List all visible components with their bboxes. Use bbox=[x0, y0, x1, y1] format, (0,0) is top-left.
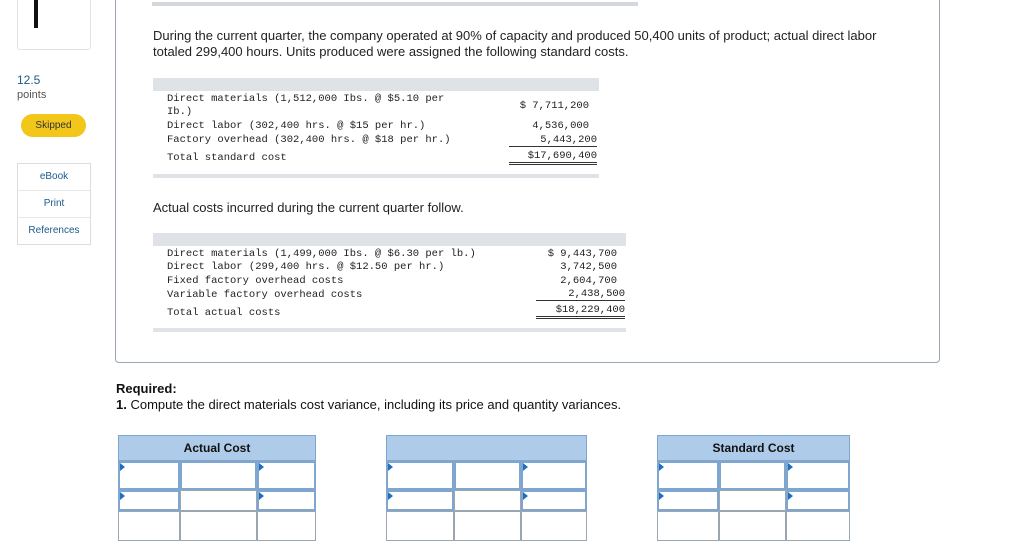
actual-cost-table bbox=[153, 233, 626, 333]
act-row-labor: Direct labor (299,400 hrs. @ $12.50 per hr.) bbox=[167, 261, 445, 273]
std-amount-materials: $ 7,711,200 bbox=[519, 100, 589, 112]
table-header-bar bbox=[153, 78, 599, 91]
std-amount-total: $17,690,400 bbox=[509, 150, 597, 165]
actual-qty-input[interactable] bbox=[118, 461, 180, 490]
input-marker-icon bbox=[523, 463, 528, 471]
input-marker-icon bbox=[120, 492, 125, 500]
std-row-materials-cont: Ib.) bbox=[167, 106, 193, 118]
act-amount-labor: 3,742,500 bbox=[560, 261, 617, 273]
standard-row2-input-c[interactable] bbox=[786, 490, 850, 511]
standard-row2-cell-b bbox=[719, 490, 786, 511]
actual-row2-cell-b bbox=[180, 490, 257, 511]
std-row-overhead: Factory overhead (302,400 hrs. @ $18 per hr.) bbox=[167, 134, 451, 146]
act-row-materials: Direct materials (1,499,000 Ibs. @ $6.30 per lb.) bbox=[167, 248, 476, 260]
act-amount-variable-oh: 2,438,500 bbox=[536, 288, 625, 301]
required-item-number: 1. bbox=[116, 397, 127, 412]
middle-price-input[interactable] bbox=[454, 461, 521, 490]
resource-links bbox=[17, 163, 91, 245]
required-item-1 bbox=[116, 397, 621, 412]
actual-row2-input-a[interactable] bbox=[118, 490, 180, 511]
act-row-total: Total actual costs bbox=[167, 307, 281, 319]
std-amount-overhead: 5,443,200 bbox=[509, 134, 597, 147]
panel-top-strip bbox=[152, 2, 638, 6]
question-number-box bbox=[17, 0, 91, 50]
act-row-variable-oh: Variable factory overhead costs bbox=[167, 289, 363, 301]
input-marker-icon bbox=[659, 492, 664, 500]
input-marker-icon bbox=[259, 463, 264, 471]
input-marker-icon bbox=[788, 463, 793, 471]
header-actual-cost: Actual Cost bbox=[118, 435, 316, 461]
required-heading: Required: bbox=[116, 381, 177, 396]
actual-price-input[interactable] bbox=[180, 461, 257, 490]
header-standard-cost: Standard Cost bbox=[657, 435, 850, 461]
middle-qty-input[interactable] bbox=[386, 461, 454, 490]
act-amount-materials: $ 9,443,700 bbox=[547, 248, 617, 260]
input-marker-icon bbox=[259, 492, 264, 500]
standard-qty-input[interactable] bbox=[657, 461, 719, 490]
std-row-materials: Direct materials (1,512,000 Ibs. @ $5.10 per bbox=[167, 93, 445, 105]
actual-total-input[interactable] bbox=[257, 461, 316, 490]
std-row-total: Total standard cost bbox=[167, 152, 287, 164]
table-header-bar bbox=[153, 233, 626, 246]
problem-intro: During the current quarter, the company operated at 90% of capacity and produced 50,400 units of product; actual direct labor totaled 299,400 hours. Units produced were assigned the following standard costs. bbox=[153, 28, 877, 59]
middle-row2-input-a[interactable] bbox=[386, 490, 454, 511]
print-link[interactable]: Print bbox=[18, 190, 90, 217]
ebook-link[interactable]: eBook bbox=[39, 171, 69, 182]
actual-costs-intro: Actual costs incurred during the current quarter follow. bbox=[153, 200, 464, 215]
input-marker-icon bbox=[388, 463, 393, 471]
input-marker-icon bbox=[788, 492, 793, 500]
references-link[interactable]: References bbox=[18, 217, 90, 244]
standard-cost-table bbox=[153, 78, 599, 180]
act-amount-fixed-oh: 2,604,700 bbox=[560, 275, 617, 287]
table-footer-bar bbox=[153, 174, 599, 178]
act-row-fixed-oh: Fixed factory overhead costs bbox=[167, 275, 344, 287]
points-value: 12.5 bbox=[17, 73, 41, 87]
input-marker-icon bbox=[523, 492, 528, 500]
std-row-labor: Direct labor (302,400 hrs. @ $15 per hr.) bbox=[167, 120, 426, 132]
act-amount-total: $18,229,400 bbox=[536, 304, 625, 319]
header-middle bbox=[386, 435, 587, 461]
standard-row2-input-a[interactable] bbox=[657, 490, 719, 511]
standard-price-input[interactable] bbox=[719, 461, 786, 490]
middle-row2-input-c[interactable] bbox=[521, 490, 587, 511]
status-badge: Skipped bbox=[21, 114, 86, 137]
question-number-indicator bbox=[34, 0, 38, 28]
std-amount-labor: 4,536,000 bbox=[532, 120, 589, 132]
middle-row2-cell-b bbox=[454, 490, 521, 511]
actual-row2-input-c[interactable] bbox=[257, 490, 316, 511]
table-footer-bar bbox=[153, 328, 626, 332]
input-marker-icon bbox=[388, 492, 393, 500]
input-marker-icon bbox=[120, 463, 125, 471]
required-item-text: Compute the direct materials cost variance, including its price and quantity variances. bbox=[130, 397, 622, 412]
middle-total-input[interactable] bbox=[521, 461, 587, 490]
input-marker-icon bbox=[659, 463, 664, 471]
points-label: points bbox=[17, 89, 47, 101]
standard-total-input[interactable] bbox=[786, 461, 850, 490]
